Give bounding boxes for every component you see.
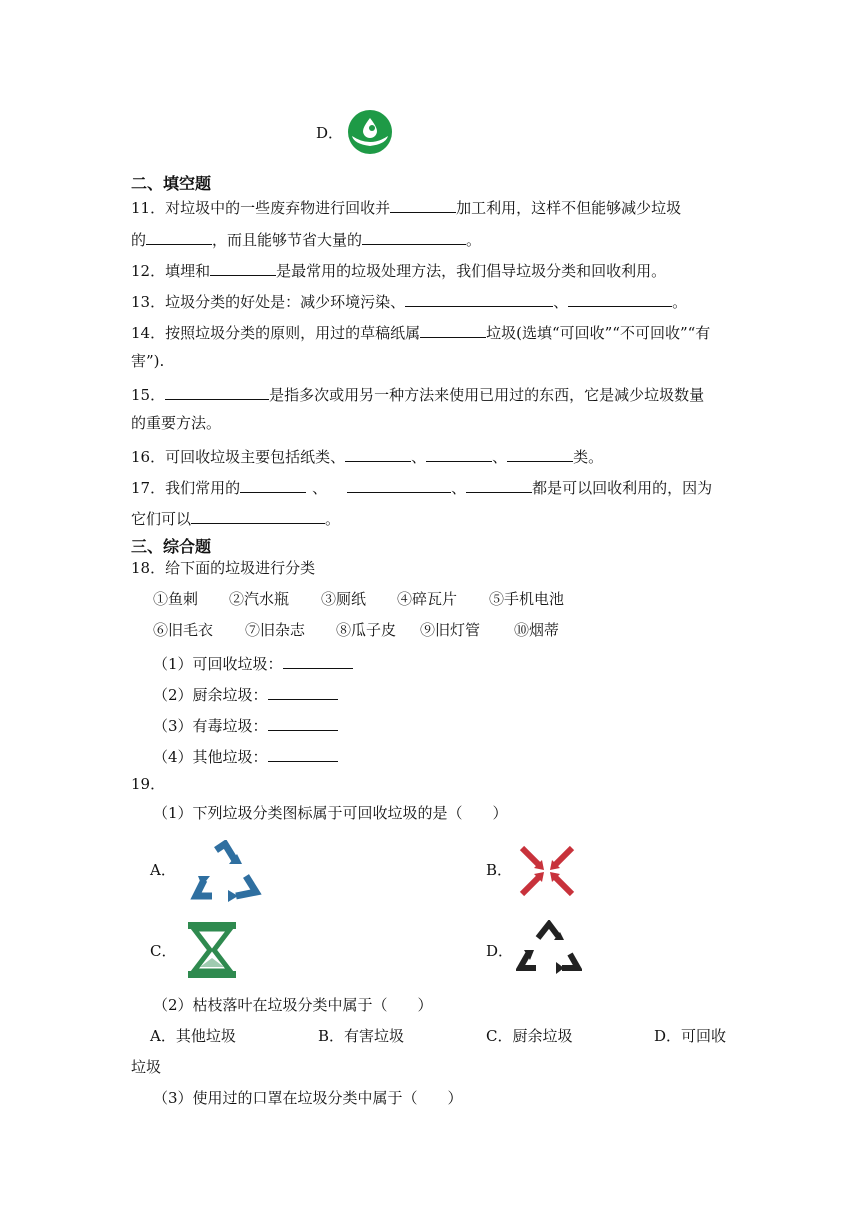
question-12: 12．填埋和 是最常用的垃圾处理方法，我们倡导垃圾分类和回收利用。 (131, 262, 667, 280)
item-5: ⑤手机电池 (489, 590, 565, 608)
item-9: ⑨旧灯管 (420, 621, 481, 639)
red-arrows-icon[interactable] (516, 842, 578, 900)
item-3: ③厕纸 (321, 590, 367, 608)
q19-option-c-label[interactable]: C． (150, 942, 177, 960)
blank-13-1[interactable] (405, 292, 553, 307)
item-10: ⑩烟蒂 (514, 621, 560, 639)
blank-18-3[interactable] (268, 716, 338, 731)
q19-sub2-option-d[interactable]: D．可回收 (654, 1027, 727, 1045)
blank-17-2[interactable] (347, 478, 451, 493)
section2-heading: 二、填空题 (131, 174, 212, 193)
q18-sub-1: （1）可回收垃圾： (153, 654, 353, 672)
q19-sub2-option-d-wrap: 垃圾 (131, 1058, 162, 1076)
blank-17-4[interactable] (191, 509, 325, 524)
section3-heading: 三、综合题 (131, 537, 212, 556)
blank-16-1[interactable] (345, 447, 411, 462)
blank-17-1[interactable] (240, 478, 306, 493)
question-11: 11．对垃圾中的一些废弃物进行回收并 加工利用，这样不但能够减少垃圾 (131, 199, 682, 217)
question-17-line2: 它们可以 。 (131, 510, 341, 528)
q19-sub2-option-c[interactable]: C．厨余垃圾 (486, 1027, 573, 1045)
q19-sub1: （1）下列垃圾分类图标属于可回收垃圾的是（ ） (153, 804, 508, 822)
q18-sub-3: （3）有毒垃圾： (153, 716, 338, 734)
blank-18-2[interactable] (268, 685, 338, 700)
q19-sub3: （3）使用过的口罩在垃圾分类中属于（ ） (153, 1089, 463, 1107)
question-15: 15． 是指多次或用另一种方法来使用已用过的东西，它是减少垃圾数量 (131, 386, 705, 404)
blank-16-3[interactable] (507, 447, 573, 462)
option-d-label: D． (316, 124, 344, 142)
q19-sub2: （2）枯枝落叶在垃圾分类中属于（ ） (153, 996, 433, 1014)
question-15-line2: 的重要方法。 (131, 414, 222, 432)
blue-recycle-icon[interactable] (186, 840, 264, 906)
question-17: 17．我们常用的 、 、 都是可以回收利用的，因为 (131, 479, 713, 497)
question-19-number: 19． (131, 775, 166, 793)
blank-11-2[interactable] (146, 230, 212, 245)
question-18-stem: 18．给下面的垃圾进行分类 (131, 559, 316, 577)
q19-option-d-label[interactable]: D． (486, 942, 514, 960)
blank-12-1[interactable] (210, 261, 276, 276)
blank-15-1[interactable] (165, 385, 269, 400)
item-4: ④碎瓦片 (397, 590, 458, 608)
question-16: 16．可回收垃圾主要包括纸类、 、 、 类。 (131, 448, 604, 466)
q19-option-b-label[interactable]: B． (486, 861, 513, 879)
item-6: ⑥旧毛衣 (153, 621, 214, 639)
blank-14-1[interactable] (420, 323, 486, 338)
blank-11-1[interactable] (390, 198, 456, 213)
question-14-line2: 害”). (131, 352, 165, 370)
item-7: ⑦旧杂志 (245, 621, 306, 639)
blank-11-3[interactable] (362, 230, 466, 245)
green-drop-icon (346, 108, 394, 156)
green-hourglass-icon[interactable] (186, 920, 238, 980)
q18-sub-2: （2）厨余垃圾： (153, 685, 338, 703)
blank-17-3[interactable] (466, 478, 532, 493)
q19-option-a-label[interactable]: A． (150, 861, 176, 879)
question-14: 14．按照垃圾分类的原则，用过的草稿纸属 垃圾(选填“可回收”“不可回收”“有 (131, 324, 711, 342)
blank-16-2[interactable] (426, 447, 492, 462)
question-13: 13．垃圾分类的好处是：减少环境污染、 、 。 (131, 293, 688, 311)
item-2: ②汽水瓶 (229, 590, 290, 608)
blank-13-2[interactable] (568, 292, 672, 307)
item-1: ①鱼刺 (153, 590, 199, 608)
q19-sub2-option-a[interactable]: A．其他垃圾 (150, 1027, 236, 1045)
q19-sub2-option-b[interactable]: B．有害垃圾 (318, 1027, 405, 1045)
blank-18-1[interactable] (283, 654, 353, 669)
black-recycle-icon[interactable] (516, 920, 582, 980)
q18-sub-4: （4）其他垃圾： (153, 747, 338, 765)
question-11-line2: 的 ，而且能够节省大量的 。 (131, 231, 482, 249)
item-8: ⑧瓜子皮 (336, 621, 397, 639)
blank-18-4[interactable] (268, 747, 338, 762)
